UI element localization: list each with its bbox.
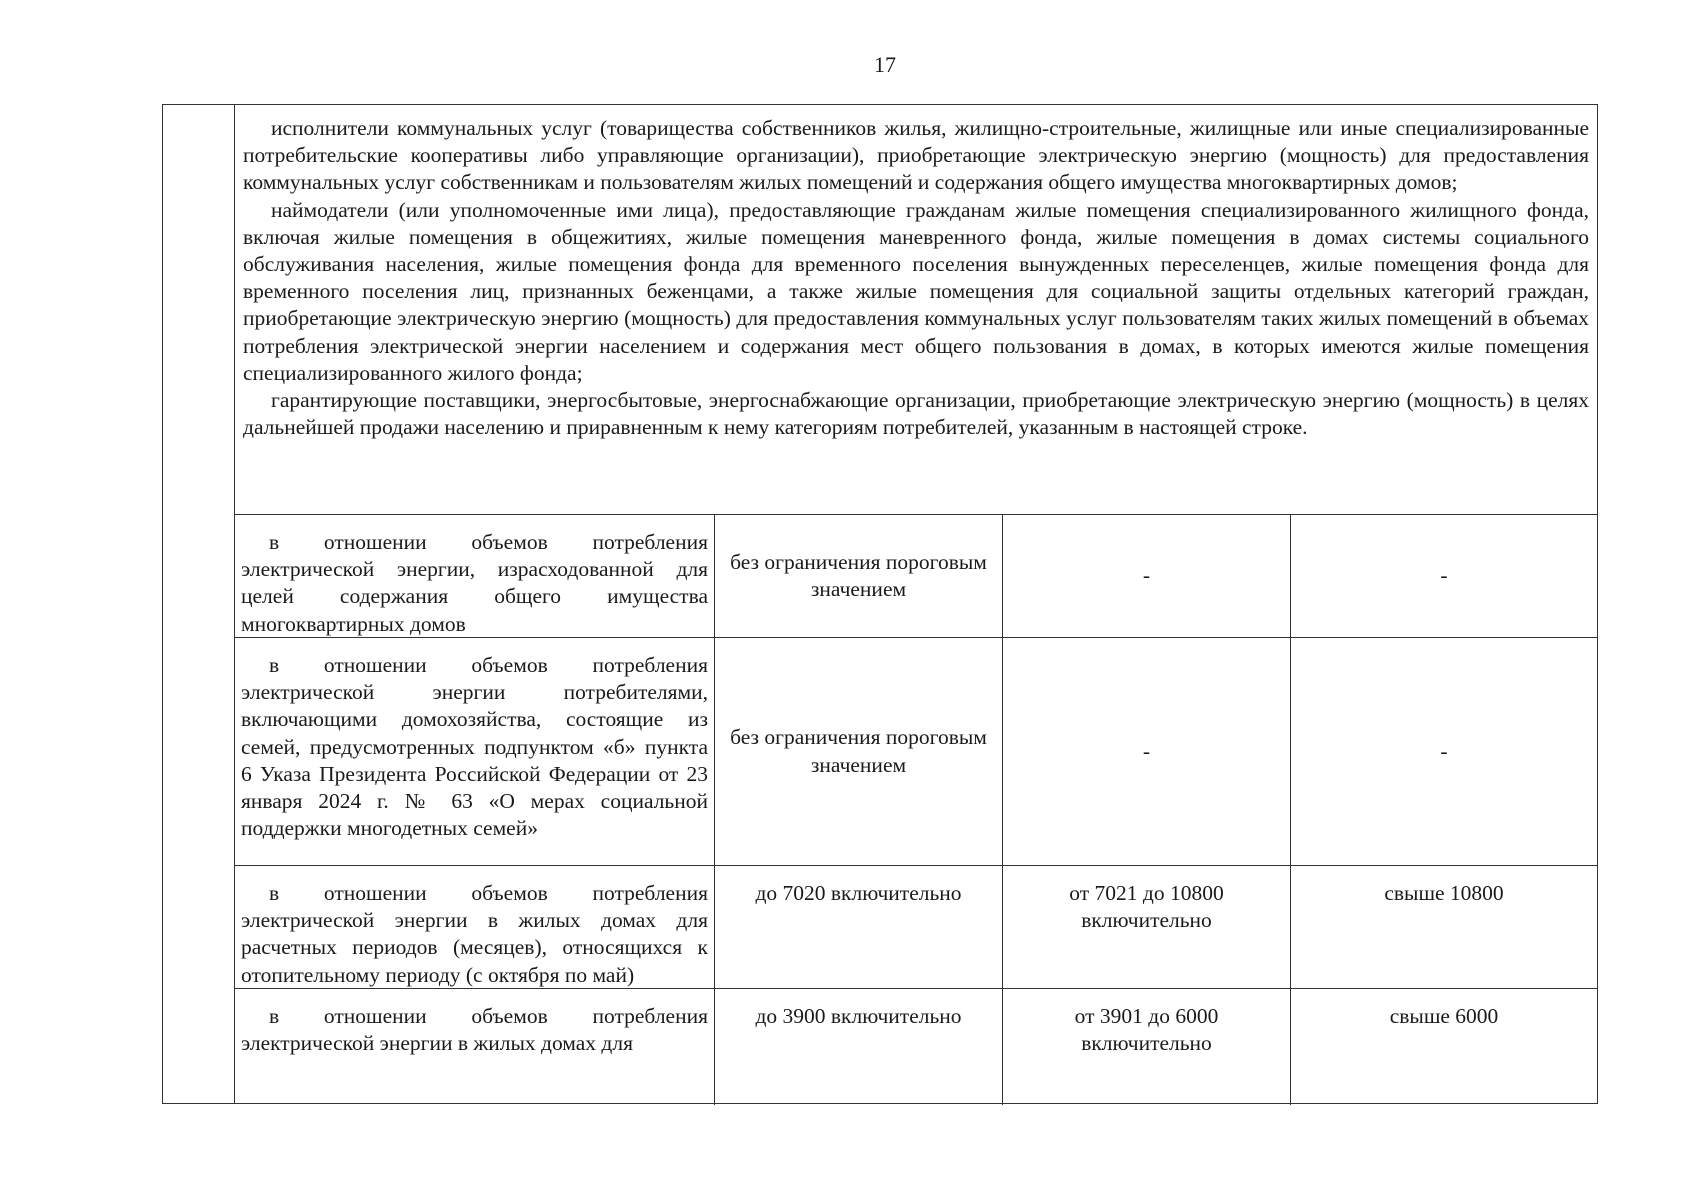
threshold-high-text: - [1440, 738, 1448, 763]
intro-cell [235, 105, 1597, 515]
row-description-text: в отношении объемов потребления электрической энергии, израсходованной для целей содержания общего имущества многоквартирных домов [241, 530, 708, 636]
page-number: 17 [874, 52, 896, 77]
table-row [235, 515, 1597, 638]
row-description [235, 515, 715, 637]
threshold-mid [1003, 515, 1291, 637]
threshold-high [1291, 515, 1597, 637]
row-description-text: в отношении объемов потребления электрической энергии в жилых домах для расчетных периодов (месяцев), относящихся к отопительному периоду (с октября по май) [241, 881, 708, 987]
intro-paragraph: наймодатели (или уполномоченные ими лица), предоставляющие гражданам жилые помещения специализированного жилищного фонда, включая жилые помещения в общежитиях, жилые помещения маневренного фонда, жилые помещения в домах системы социального обслуживания населения, жилые помещения фонда для временного поселения вынужденных переселенцев, жилые помещения фонда для временного поселения лиц, признанных беженцами, а также жилые помещения для социальной защиты отдельных категорий граждан, приобретающие электрическую энергию (мощность) для предоставления коммунальных услуг пользователям таких жилых помещений в объемах потребления электрической энергии населением и содержания мест общего пользования в домах, в которых имеются жилые помещения специализированного жилого фонда; [243, 197, 1589, 385]
row-description [235, 989, 715, 1105]
threshold-high-text: - [1440, 563, 1448, 588]
row-description [235, 866, 715, 988]
threshold-high-text: свыше 6000 [1389, 1004, 1499, 1028]
thresholds-grid [235, 515, 1597, 1103]
row-number-column [163, 105, 235, 1103]
threshold-mid-text: от 3901 до 6000 включительно [1074, 1004, 1219, 1056]
row-description-text: в отношении объемов потребления электрической энергии в жилых домах для [241, 1004, 708, 1056]
threshold-low [715, 989, 1003, 1105]
threshold-low [715, 866, 1003, 988]
row-description [235, 638, 715, 865]
threshold-low-text: без ограничения пороговым значением [730, 549, 987, 601]
threshold-high [1291, 638, 1597, 865]
threshold-high [1291, 989, 1597, 1105]
threshold-mid-text: от 7021 до 10800 включительно [1069, 881, 1224, 933]
threshold-high [1291, 866, 1597, 988]
threshold-mid [1003, 638, 1291, 865]
table-row [235, 638, 1597, 866]
row-description-text: в отношении объемов потребления электрической энергии потребителями, включающими домохозяйства, состоящие из семей, предусмотренных подпунктом «б» пункта 6 Указа Президента Российской Федерации от 23 января 2024 г. № 63 «О мерах социальной поддержки многодетных семей» [241, 653, 708, 841]
threshold-low-text: до 3900 включительно [755, 1004, 962, 1028]
threshold-low [715, 515, 1003, 637]
threshold-high-text: свыше 10800 [1384, 881, 1504, 905]
threshold-low [715, 638, 1003, 865]
threshold-low-text: до 7020 включительно [755, 881, 962, 905]
threshold-mid [1003, 989, 1291, 1105]
intro-paragraph: гарантирующие поставщики, энергосбытовые, энергоснабжающие организации, приобретающие электрическую энергию (мощность) в целях дальнейшей продажи населению и приравненным к нему категориям потребителей, указанным в настоящей строке. [243, 388, 1589, 440]
document-table [162, 104, 1598, 1104]
threshold-mid [1003, 866, 1291, 988]
threshold-mid-text: - [1142, 738, 1151, 763]
table-row [235, 989, 1597, 1105]
threshold-mid-text: - [1142, 563, 1151, 588]
threshold-low-text: без ограничения пороговым значением [730, 725, 987, 777]
table-row [235, 866, 1597, 989]
intro-paragraph: исполнители коммунальных услуг (товарищества собственников жилья, жилищно-строительные, жилищные или иные специализированные потребительские кооперативы либо управляющие организации), приобретающие электрическую энергию (мощность) для предоставления коммунальных услуг собственникам и пользователям жилых помещений и содержания общего имущества многоквартирных домов; [243, 116, 1589, 195]
